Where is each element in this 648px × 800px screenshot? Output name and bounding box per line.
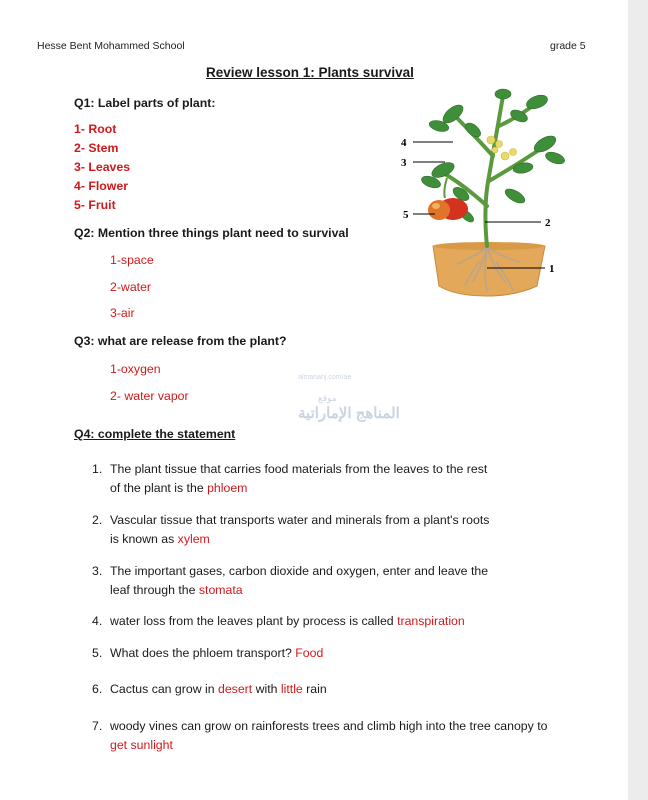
item-answer: Food bbox=[295, 646, 324, 660]
item-answer: stomata bbox=[198, 583, 243, 597]
item-text: What does the phloem transport? bbox=[110, 646, 296, 660]
q1-answer-4: 4- Flower bbox=[74, 179, 128, 193]
watermark-arabic-main: المناهج الإماراتية bbox=[298, 405, 400, 422]
q1-answer-3: 3- Leaves bbox=[74, 160, 131, 174]
item-number: 2. bbox=[92, 513, 103, 527]
q4-item-7 bbox=[92, 717, 547, 755]
item-text: is known as bbox=[110, 532, 178, 546]
item-text: The important gases, carbon dioxide and oxygen, enter and leave the bbox=[110, 564, 489, 578]
q2-answer-1: 1-space bbox=[110, 253, 154, 267]
item-number: 4. bbox=[92, 614, 103, 628]
page-title: Review lesson 1: Plants survival bbox=[206, 65, 414, 80]
diagram-label-5: 5 bbox=[403, 209, 409, 221]
item-text: leaf through the bbox=[110, 583, 199, 597]
q2-answer-3: 3-air bbox=[110, 306, 135, 320]
watermark-url: almanahj.com/ae bbox=[298, 374, 352, 381]
q1-answer-5: 5- Fruit bbox=[74, 198, 116, 212]
item-number: 1. bbox=[92, 462, 103, 476]
item-answer: phloem bbox=[207, 481, 248, 495]
school-name: Hesse Bent Mohammed School bbox=[37, 40, 185, 52]
q1-question: Q1: Label parts of plant: bbox=[74, 96, 216, 110]
item-answer: desert bbox=[218, 682, 253, 696]
q3-answer-1: 1-oxygen bbox=[110, 362, 161, 376]
item-text: Vascular tissue that transports water and minerals from a plant's roots bbox=[110, 513, 490, 527]
item-number: 5. bbox=[92, 646, 103, 660]
diagram-label-3: 3 bbox=[401, 157, 407, 169]
watermark-arabic-small: موقع bbox=[318, 393, 337, 403]
q1-answer-2: 2- Stem bbox=[74, 141, 119, 155]
item-text: water loss from the leaves plant by process is called bbox=[110, 614, 398, 628]
item-number: 6. bbox=[92, 682, 103, 696]
item-text: Cactus can grow in bbox=[110, 682, 218, 696]
q4-heading: Q4: complete the statement bbox=[74, 427, 236, 441]
item-text: woody vines can grow on rainforests trees and climb high into the tree canopy to bbox=[110, 719, 548, 733]
q4-item-5 bbox=[92, 644, 323, 663]
q2-answer-2: 2-water bbox=[110, 280, 152, 294]
q4-item-6 bbox=[92, 680, 327, 699]
q3-question: Q3: what are release from the plant? bbox=[74, 334, 287, 348]
q4-item-1 bbox=[92, 460, 487, 498]
item-text: of the plant is the bbox=[110, 481, 208, 495]
q3-answer-2: 2- water vapor bbox=[110, 389, 189, 403]
item-answer: get sunlight bbox=[110, 738, 173, 752]
diagram-label-1: 1 bbox=[549, 263, 555, 275]
item-answer: little bbox=[280, 682, 303, 696]
item-number: 7. bbox=[92, 719, 103, 733]
diagram-label-2: 2 bbox=[545, 217, 551, 229]
item-answer: xylem bbox=[177, 532, 210, 546]
plant-diagram bbox=[395, 86, 570, 301]
q4-item-2 bbox=[92, 511, 489, 549]
grade-label: grade 5 bbox=[550, 40, 586, 52]
q2-question: Q2: Mention three things plant need to survival bbox=[74, 226, 349, 240]
item-text: The plant tissue that carries food materials from the leaves to the rest bbox=[110, 462, 488, 476]
q4-item-3 bbox=[92, 562, 488, 600]
q4-item-4 bbox=[92, 612, 465, 631]
item-number: 3. bbox=[92, 564, 103, 578]
item-text: with bbox=[252, 682, 281, 696]
q1-answer-1: 1- Root bbox=[74, 122, 117, 136]
item-text: rain bbox=[302, 682, 327, 696]
diagram-label-4: 4 bbox=[401, 137, 407, 149]
item-answer: transpiration bbox=[397, 614, 465, 628]
